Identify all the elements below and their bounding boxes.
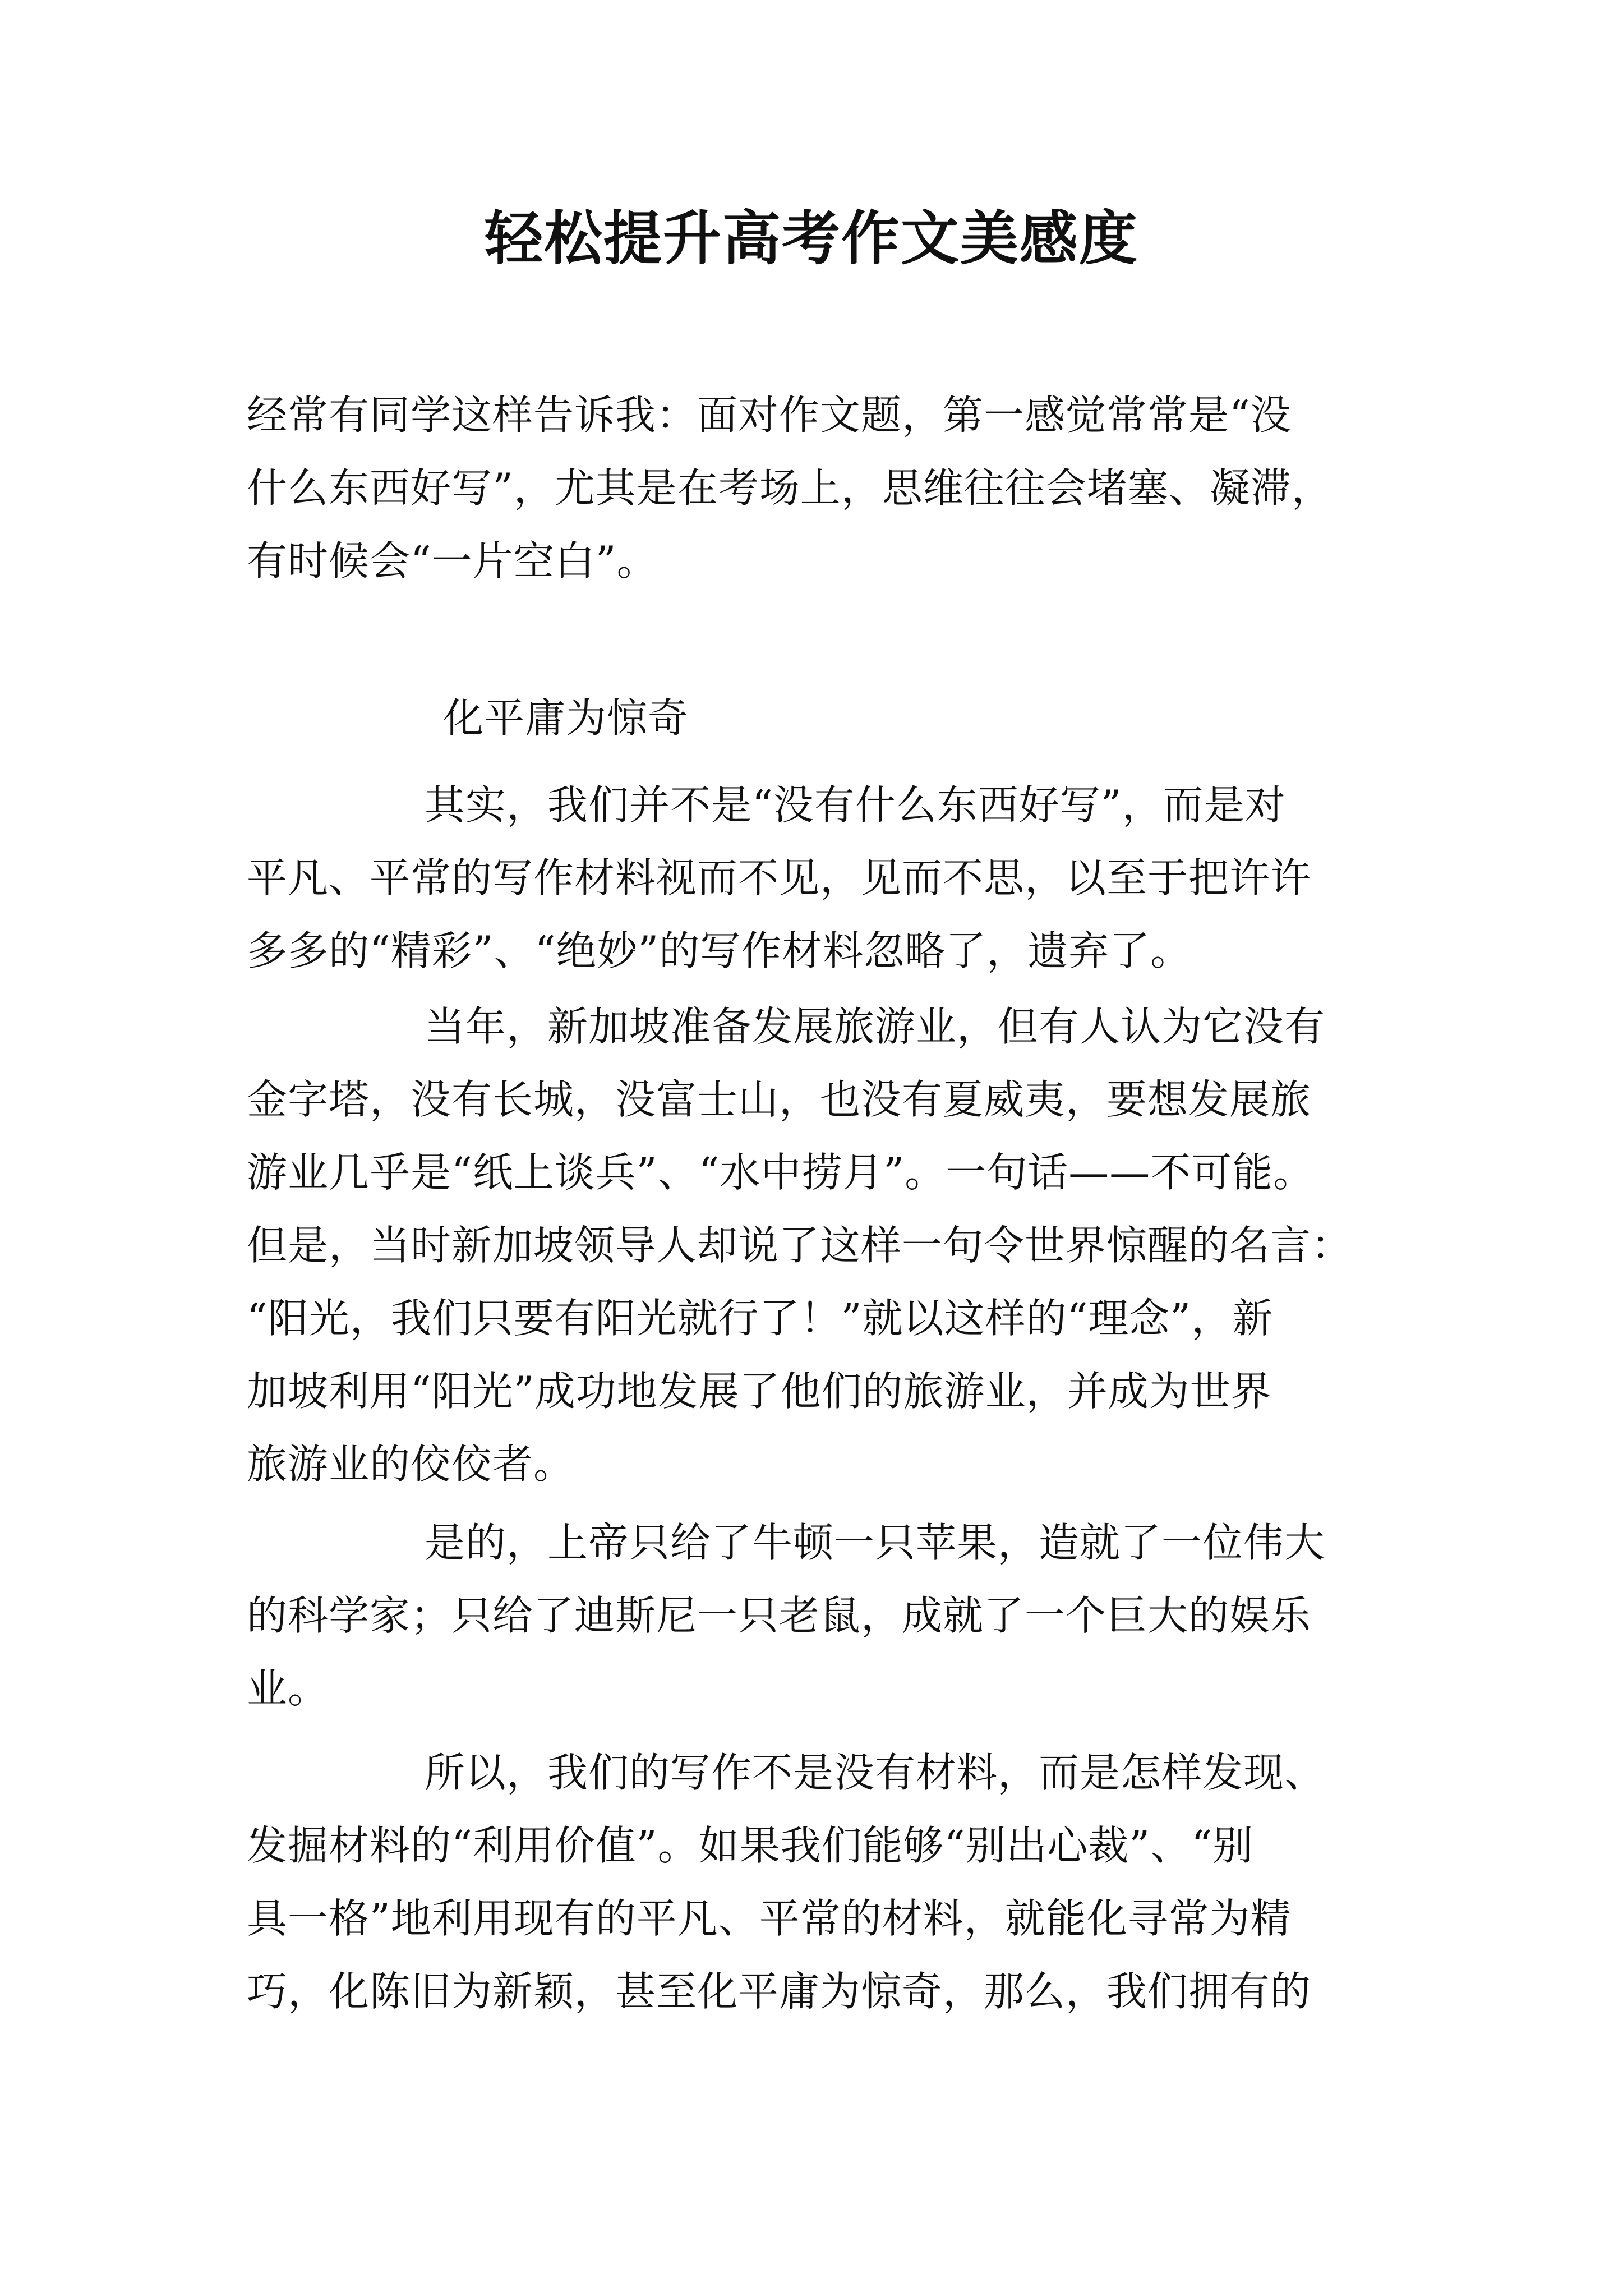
text-line-14: 旅游业的佼佼者。 <box>247 1441 575 1488</box>
text-line-19: 发掘材料的“利用价值”。如果我们能够“别出心裁”、“别 <box>247 1822 1254 1869</box>
text-line-18: 所以，我们的写作不是没有材料，而是怎样发现、 <box>425 1749 1326 1796</box>
text-line-17: 业。 <box>247 1665 329 1712</box>
text-line-3: 有时候会“一片空白”。 <box>247 537 658 585</box>
text-line-6: 平凡、平常的写作材料视而不见，见而不思，以至于把许许 <box>247 854 1312 901</box>
text-line-8: 当年，新加坡准备发展旅游业，但有人认为它没有 <box>425 1003 1326 1050</box>
text-line-12: “阳光，我们只要有阳光就行了！”就以这样的“理念”，新 <box>247 1295 1274 1342</box>
text-line-10: 游业几乎是“纸上谈兵”、“水中捞月”。一句话——不可能。 <box>247 1149 1315 1196</box>
section-heading: 化平庸为惊奇 <box>443 694 689 742</box>
text-line-20: 具一格”地利用现有的平凡、平常的材料，就能化寻常为精 <box>247 1895 1292 1942</box>
text-line-13: 加坡利用“阳光”成功地发展了他们的旅游业，并成为世界 <box>247 1368 1272 1415</box>
text-line-16: 的科学家；只给了迪斯尼一只老鼠，成就了一个巨大的娱乐 <box>247 1592 1312 1639</box>
document-title: 轻松提升高考作文美感度 <box>484 204 1138 273</box>
text-line-5: 其实，我们并不是“没有什么东西好写”，而是对 <box>425 781 1286 829</box>
text-line-21: 巧，化陈旧为新颖，甚至化平庸为惊奇，那么，我们拥有的 <box>247 1968 1312 2015</box>
text-line-7: 多多的“精彩”、“绝妙”的写作材料忽略了，遗弃了。 <box>247 927 1192 974</box>
text-line-15: 是的，上帝只给了牛顿一只苹果，造就了一位伟大 <box>425 1519 1326 1566</box>
text-line-9: 金字塔，没有长城，没富士山，也没有夏威夷，要想发展旅 <box>247 1076 1312 1123</box>
text-line-11: 但是，当时新加坡领导人却说了这样一句令世界惊醒的名言： <box>247 1222 1353 1269</box>
text-line-1: 经常有同学这样告诉我：面对作文题，第一感觉常常是“没 <box>247 392 1292 439</box>
text-line-2: 什么东西好写”，尤其是在考场上，思维往往会堵塞、凝滞， <box>247 464 1332 512</box>
